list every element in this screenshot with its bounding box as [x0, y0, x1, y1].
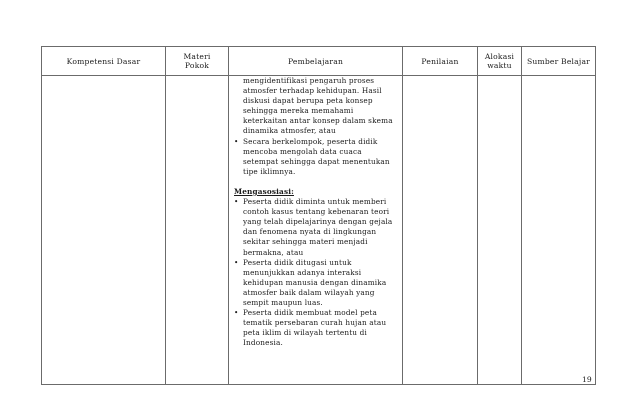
table-row — [42, 76, 596, 385]
header-alokasi-waktu: Alokasi waktu — [478, 47, 522, 76]
list-item: • Peserta didik membuat model peta tematik persebaran curah hujan atau peta iklim di wilayah tertentu di Indonesia. — [234, 308, 398, 348]
continuation-text: mengidentifikasi pengaruh proses atmosfer terhadap kehidupan. Hasil diskusi dapat berupa peta konsep sehingga mereka memahami keterkaitan antar konsep dalam skema dinamika atmosfer, atau — [243, 76, 393, 136]
list-item: • Secara berkelompok, peserta didik mencoba mengolah data cuaca setempat sehingga dapat menentukan tipe iklimnya. — [234, 137, 398, 177]
list-item: • Peserta didik diminta untuk memberi contoh kasus tentang kebenaran teori yang telah dipelajarinya dengan gejala dan fenomena nyata di lingkungan sekitar sehingga materi menjadi bermakna, atau — [234, 197, 398, 258]
header-penilaian: Penilaian — [403, 47, 478, 76]
cell-penilaian — [403, 76, 478, 385]
cell-sumber-belajar — [522, 76, 596, 385]
page-number: 19 — [582, 375, 592, 384]
bullet-list-mengasosiasi — [234, 197, 398, 348]
bullet-list-top — [234, 137, 398, 177]
section-heading-mengasosiasi: Mengasosiasi: — [234, 186, 294, 196]
list-item: • Peserta didik ditugasi untuk menunjukkan adanya interaksi kehidupan manusia dengan dinamika atmosfer baik dalam wilayah yang sempit maupun luas. — [234, 258, 398, 308]
cell-alokasi-waktu — [478, 76, 522, 385]
cell-kompetensi-dasar — [42, 76, 166, 385]
syllabus-table — [41, 46, 596, 385]
header-sumber-belajar: Sumber Belajar — [522, 47, 596, 76]
cell-materi-pokok — [166, 76, 229, 385]
header-row — [42, 47, 596, 76]
cell-pembelajaran — [229, 76, 403, 385]
header-pembelajaran: Pembelajaran — [229, 47, 403, 76]
header-kompetensi-dasar: Kompetensi Dasar — [42, 47, 166, 76]
header-materi-pokok: Materi Pokok — [166, 47, 229, 76]
